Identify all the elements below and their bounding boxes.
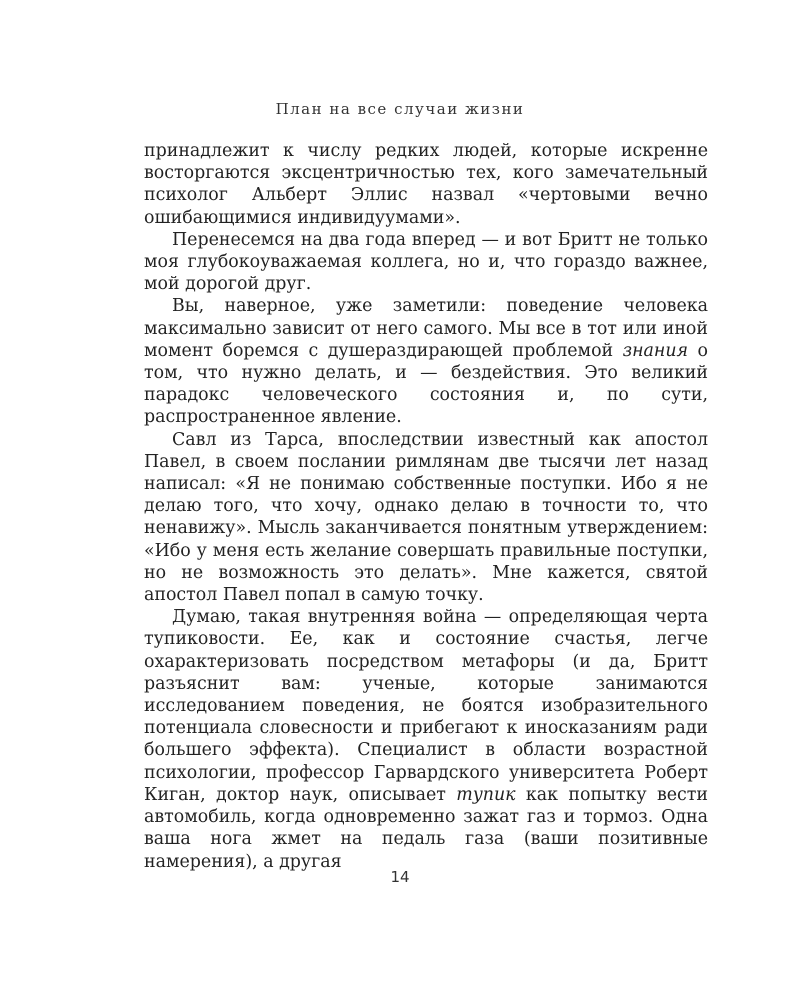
paragraph-1: принадлежит к числу редких людей, которые искренне восторгаются эксцентричностью тех, кого замечательный психолог Альберт Эллис назвал «чертовыми вечно ошибающимися индивидуумами». — [144, 141, 708, 228]
paragraph-5 — [144, 606, 708, 872]
paragraph-2: Перенесемся на два года вперед — и вот Бритт не только моя глубокоуважаемая коллега, но и, что гораздо важнее, мой дорогой друг. — [144, 229, 708, 295]
page-number: 14 — [390, 868, 410, 886]
paragraph-3-text-before: Вы, наверное, уже заметили: поведение человека максимально зависит от него самого. Мы все в тот или иной момент боремся с душераздирающей проблемой — [144, 296, 708, 361]
running-header: План на все случаи жизни — [275, 100, 525, 118]
body-text — [144, 140, 708, 873]
paragraph-3-text-after: о том, что нужно делать, и — бездействия. Это великий парадокс человеческого состояния и, по сути, распространенное явление. — [144, 340, 708, 428]
paragraph-4: Савл из Тарса, впоследствии известный как апостол Павел, в своем послании римлянам две тысячи лет назад написал: «Я не понимаю собственные поступки. Ибо я не делаю того, что хочу, однако делаю в точности то, что ненавижу». Мысль заканчивается понятным утверждением: «Ибо у меня есть желание совершать правильные поступки, но не возможность это делать». Мне кажется, святой апостол Павел попал в самую точку. — [144, 429, 708, 606]
paragraph-3 — [144, 295, 708, 428]
paragraph-5-text-after: как попытку вести автомобиль, когда одновременно зажат газ и тормоз. Одна ваша нога жмет на педаль газа (ваши позитивные намерения), а другая — [144, 784, 708, 872]
emphasis-tupik: тупик — [456, 784, 516, 805]
paragraph-5-text-before: Думаю, такая внутренняя война — определяющая черта тупиковости. Ее, как и состояние счастья, легче охарактеризовать посредством метафоры (и да, Бритт разъяснит вам: ученые, которые занимаются исследованием поведения, не боятся изобразительного потенциала словесности и прибегают к иносказаниям ради большего эффекта). Специалист в области возрастной психологии, профессор Гарвардского университета Роберт Киган, доктор наук, описывает — [144, 607, 708, 805]
emphasis-znaniya: знания — [622, 340, 689, 361]
